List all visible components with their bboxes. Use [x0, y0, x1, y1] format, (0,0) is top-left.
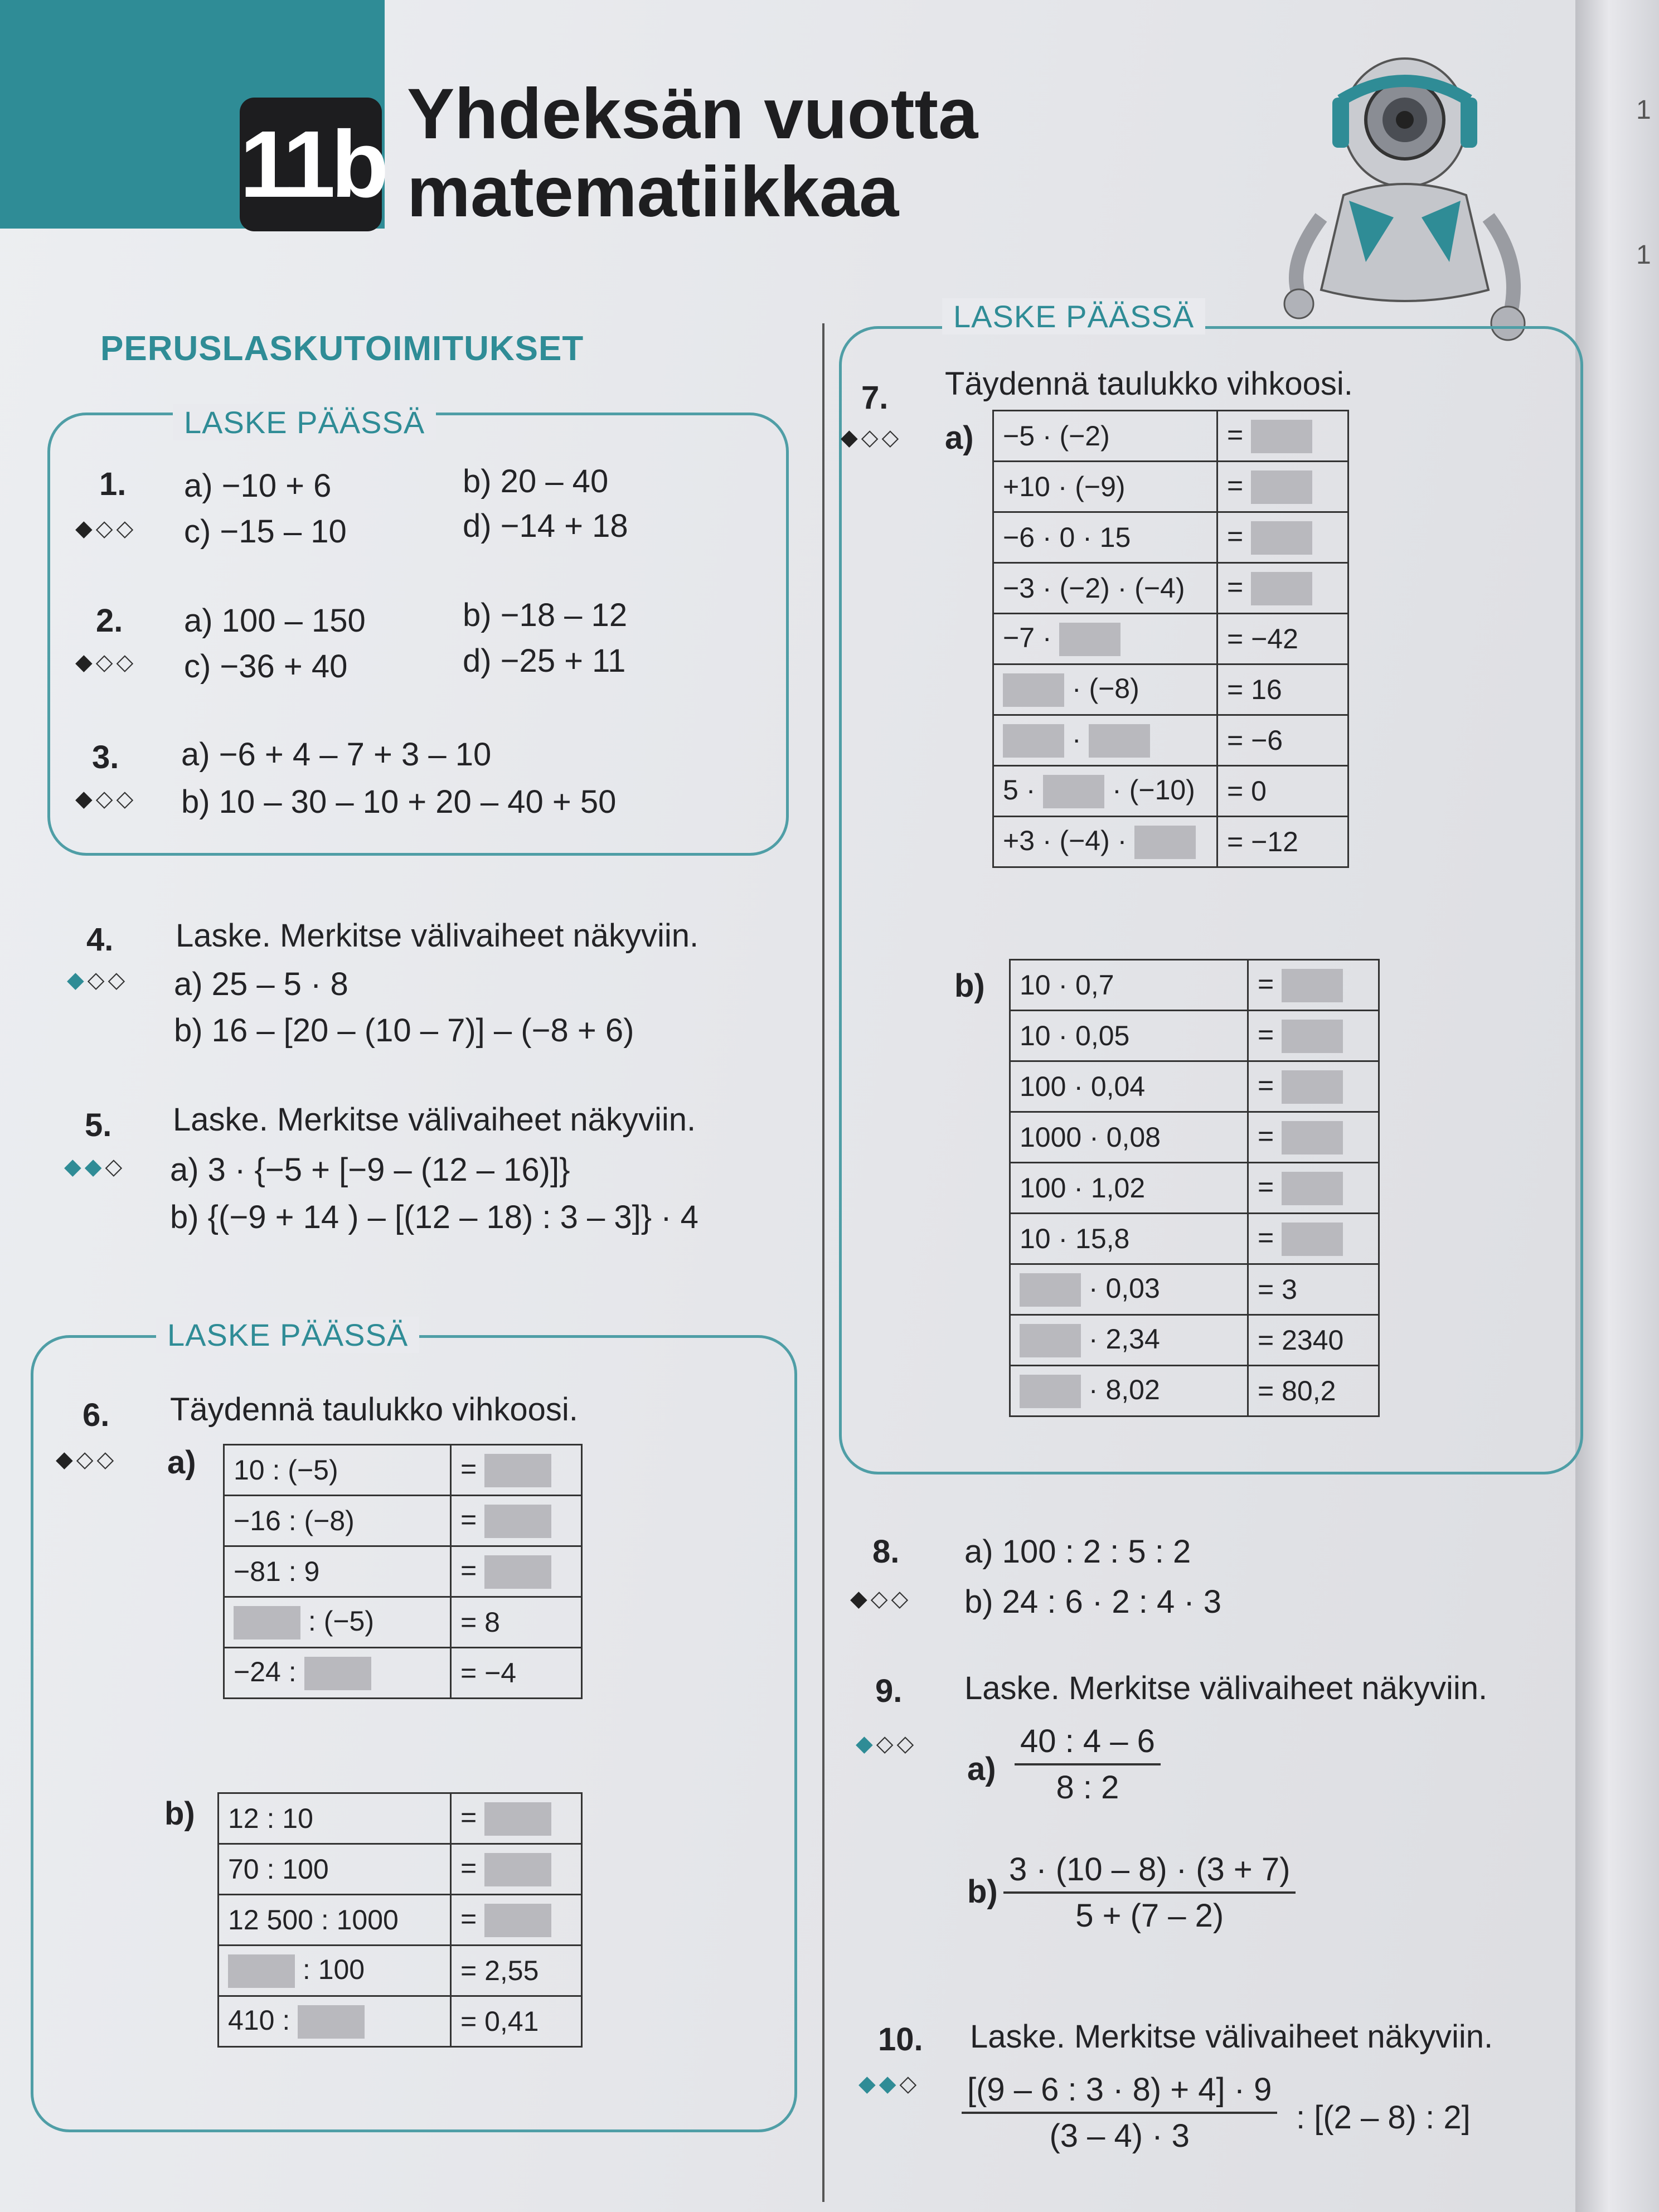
exercise-item: b) −18 – 12	[463, 597, 628, 633]
exercise-item: d) −25 + 11	[463, 643, 626, 679]
table-row: 12 500 : 1000 =	[219, 1895, 582, 1946]
exercise-item: c) −15 – 10	[184, 513, 347, 550]
answer-blank	[1020, 1375, 1081, 1408]
table-row: 100 · 0,04 =	[1010, 1061, 1379, 1112]
difficulty-icon: ◆◇◇	[67, 968, 129, 992]
answer-blank	[234, 1606, 300, 1639]
answer-blank	[484, 1853, 551, 1886]
next-page-fragment: 1	[1636, 240, 1651, 270]
exercise-prompt: Laske. Merkitse välivaiheet näkyviin.	[964, 1670, 1488, 1706]
exercise-item: b) 20 – 40	[463, 463, 609, 499]
exercise-number: 8.	[872, 1534, 900, 1570]
table-row: 10 · 0,7 =	[1010, 960, 1379, 1011]
answer-blank	[1089, 724, 1150, 758]
exercise-item: a) −6 + 4 – 7 + 3 – 10	[181, 736, 492, 773]
fill-in-table	[223, 1444, 583, 1699]
difficulty-icon: ◆◇◇	[75, 787, 137, 811]
table-row: −5 · (−2) =	[993, 411, 1348, 462]
table-row: 100 · 1,02 =	[1010, 1163, 1379, 1214]
exercise-number: 3.	[92, 739, 119, 775]
difficulty-icon: ◆◆◇	[64, 1154, 126, 1179]
answer-blank	[1282, 1121, 1343, 1154]
table-row: 1000 · 0,08 =	[1010, 1112, 1379, 1163]
answer-blank	[1282, 969, 1343, 1002]
fill-in-table	[992, 410, 1349, 868]
table-row: 10 · 0,05 =	[1010, 1011, 1379, 1061]
answer-blank	[1003, 724, 1064, 758]
exercise-item: b) {(−9 + 14 ) – [(12 – 18) : 3 – 3]} · 4	[170, 1199, 698, 1235]
table-row: −81 : 9 =	[224, 1546, 582, 1597]
answer-blank	[1251, 572, 1312, 605]
answer-blank	[1020, 1324, 1081, 1357]
answer-blank	[304, 1657, 371, 1690]
table-row: 5 · · (−10) = 0	[993, 766, 1348, 817]
subpart-label: a)	[167, 1444, 196, 1481]
subpart-label: a)	[945, 420, 974, 456]
exercise-prompt: Täydennä taulukko vihkoosi.	[170, 1391, 578, 1428]
answer-blank	[1282, 1223, 1343, 1256]
answer-blank	[484, 1454, 551, 1487]
exercise-item: a) 100 : 2 : 5 : 2	[964, 1534, 1191, 1570]
table-row: −7 · = −42	[993, 614, 1348, 664]
answer-blank	[298, 2005, 365, 2039]
table-row: 12 : 10 =	[219, 1793, 582, 1844]
answer-blank	[1003, 673, 1064, 707]
table-row: 70 : 100 =	[219, 1844, 582, 1895]
difficulty-icon: ◆◇◇	[856, 1731, 918, 1756]
answer-blank	[1043, 775, 1104, 808]
fill-in-table	[217, 1792, 583, 2048]
exercise-item: b) 10 – 30 – 10 + 20 – 40 + 50	[181, 784, 617, 820]
exercise-prompt: Laske. Merkitse välivaiheet näkyviin.	[970, 2019, 1493, 2055]
answer-blank	[1020, 1273, 1081, 1307]
answer-blank	[1282, 1020, 1343, 1053]
table-row: : 100 = 2,55	[219, 1946, 582, 1996]
table-row: : (−5) = 8	[224, 1597, 582, 1648]
exercise-prompt: Laske. Merkitse välivaiheet näkyviin.	[176, 918, 699, 954]
exercise-item: a) −10 + 6	[184, 468, 332, 504]
table-row: · 8,02 = 80,2	[1010, 1366, 1379, 1417]
difficulty-icon: ◆◇◇	[841, 425, 903, 450]
answer-blank	[1282, 1070, 1343, 1104]
exercise-number: 1.	[99, 466, 127, 502]
page-title: Yhdeksän vuotta matematiikkaa	[407, 74, 978, 232]
exercise-prompt: Täydennä taulukko vihkoosi.	[945, 366, 1353, 402]
difficulty-icon: ◆◇◇	[850, 1587, 912, 1611]
exercise-item: a) 3 · {−5 + [−9 – (12 – 16)]}	[170, 1152, 570, 1188]
difficulty-icon: ◆◇◇	[75, 516, 137, 541]
exercise-number: 6.	[83, 1397, 110, 1433]
difficulty-icon: ◆◇◇	[75, 650, 137, 675]
table-row: −6 · 0 · 15 =	[993, 512, 1348, 563]
panel-label: LASKE PÄÄSSÄ	[942, 298, 1205, 334]
exercise-item: a) 25 – 5 · 8	[174, 966, 348, 1002]
exercise-item: c) −36 + 40	[184, 648, 348, 685]
answer-blank	[484, 1904, 551, 1937]
answer-blank	[1251, 470, 1312, 504]
next-page-edge	[1575, 0, 1659, 2212]
answer-blank	[1134, 826, 1196, 859]
panel-label: LASKE PÄÄSSÄ	[173, 404, 436, 440]
fraction-expression: $\frac{3 \cdot (10 - 8) \cdot (3 + 7)}{5 + (7 - 2)}$	[1003, 1851, 1296, 1934]
table-row: 10 · 15,8 =	[1010, 1214, 1379, 1264]
subpart-label: a)	[967, 1751, 996, 1787]
fraction-expression: $\frac{[(9 - 6 : 3 \cdot 8) + 4] \cdot 9}{(3 - 4) \cdot 3}$	[962, 2071, 1277, 2155]
difficulty-icon: ◆◇◇	[56, 1447, 118, 1472]
answer-blank	[484, 1555, 551, 1589]
section-heading: PERUSLASKUTOIMITUKSET	[100, 329, 584, 368]
robot-mascot-illustration	[1265, 50, 1533, 362]
chapter-number: 11b	[240, 98, 382, 231]
answer-blank	[228, 1954, 295, 1988]
exercise-prompt: Laske. Merkitse välivaiheet näkyviin.	[173, 1102, 696, 1138]
exercise-number: 7.	[861, 380, 889, 416]
fraction-expression: $\frac{40 : 4 - 6}{8 : 2}$	[1015, 1723, 1161, 1806]
table-row: · 2,34 = 2340	[1010, 1315, 1379, 1366]
difficulty-icon: ◆◆◇	[858, 2072, 920, 2096]
answer-blank	[1282, 1172, 1343, 1205]
exercise-item: : [(2 – 8) : 2]	[1296, 2099, 1471, 2136]
panel-label: LASKE PÄÄSSÄ	[156, 1317, 419, 1353]
subpart-label: b)	[954, 968, 985, 1004]
exercise-item: b) 24 : 6 · 2 : 4 · 3	[964, 1584, 1221, 1620]
table-row: −16 : (−8) =	[224, 1496, 582, 1546]
exercise-number: 2.	[96, 603, 123, 639]
exercise-number: 9.	[875, 1673, 903, 1709]
answer-blank	[1251, 420, 1312, 453]
exercise-number: 10.	[878, 2021, 923, 2058]
exercise-item: d) −14 + 18	[463, 508, 628, 544]
table-row: +10 · (−9) =	[993, 462, 1348, 512]
answer-blank	[1251, 521, 1312, 555]
column-divider	[822, 323, 824, 2202]
fill-in-table	[1009, 959, 1380, 1417]
table-row: −24 : = −4	[224, 1648, 582, 1699]
table-row: · = −6	[993, 715, 1348, 766]
exercise-item: a) 100 – 150	[184, 603, 366, 639]
exercise-item: b) 16 – [20 – (10 – 7)] – (−8 + 6)	[174, 1012, 634, 1049]
subpart-label: b)	[967, 1874, 998, 1910]
answer-blank	[1059, 623, 1120, 656]
subpart-label: b)	[164, 1796, 195, 1832]
table-row: · (−8) = 16	[993, 664, 1348, 715]
table-row: 410 : = 0,41	[219, 1996, 582, 2047]
table-row: · 0,03 = 3	[1010, 1264, 1379, 1315]
next-page-fragment: 1	[1636, 95, 1651, 125]
exercise-number: 5.	[85, 1107, 112, 1143]
answer-blank	[484, 1802, 551, 1836]
table-row: −3 · (−2) · (−4) =	[993, 563, 1348, 614]
table-row: +3 · (−4) · = −12	[993, 817, 1348, 867]
table-row: 10 : (−5) =	[224, 1445, 582, 1496]
exercise-number: 4.	[86, 921, 114, 958]
answer-blank	[484, 1505, 551, 1538]
